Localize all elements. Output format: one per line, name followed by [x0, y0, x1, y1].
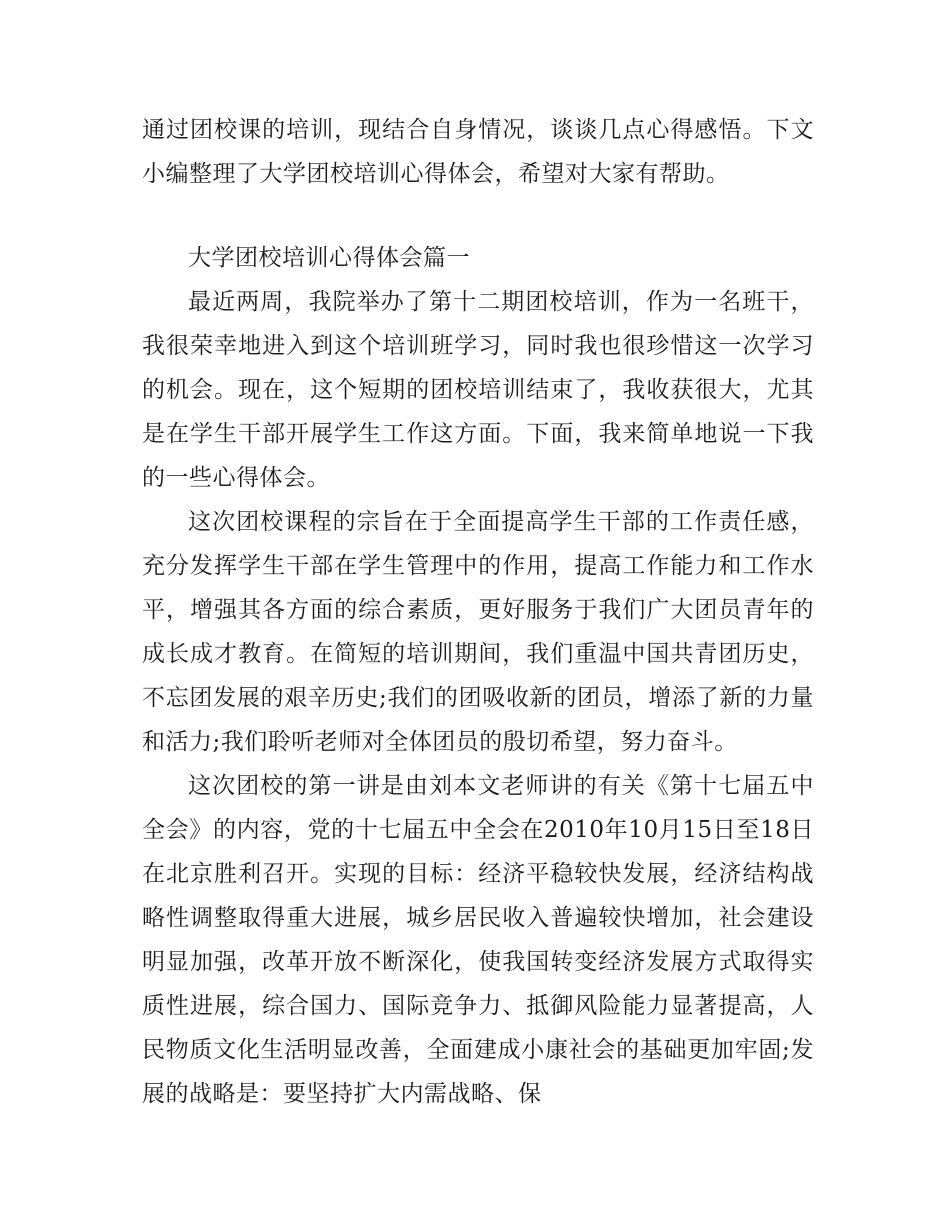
body-paragraph-3: 这次团校的第一讲是由刘本文老师讲的有关《第十七届五中全会》的内容，党的十七届五中全会在2010年10月15日至18日在北京胜利召开。实现的目标：经济平稳较快发展，经济结构战略性调整取得重大进展，城乡居民收入普遍较快增加，社会建设明显加强，改革开放不断深化，使我国转变经济发展方式取得实质性进展，综合国力、国际竞争力、抵御风险能力显著提高，人民物质文化生活明显改善，全面建成小康社会的基础更加牢固;发展的战略是：要坚持扩大内需战略、保 — [142, 773, 814, 1107]
body-paragraph-2: 这次团校课程的宗旨在于全面提高学生干部的工作责任感，充分发挥学生干部在学生管理中的作用，提高工作能力和工作水平，增强其各方面的综合素质，更好服务于我们广大团员青年的成长成才教育。在简短的培训期间，我们重温中国共青团历史，不忘团发展的艰辛历史;我们的团吸收新的团员，增添了新的力量和活力;我们聆听老师对全体团员的殷切希望，努力奋斗。 — [142, 509, 814, 755]
body-paragraph-1: 最近两周，我院举办了第十二期团校培训，作为一名班干，我很荣幸地进入到这个培训班学习，同时我也很珍惜这一次学习的机会。现在，这个短期的团校培训结束了，我收获很大，尤其是在学生干部开展学生工作这方面。下面，我来简单地说一下我的一些心得体会。 — [142, 289, 814, 491]
paragraph-gap — [142, 196, 814, 236]
document-body — [142, 108, 814, 1116]
section-title: 大学团校培训心得体会篇一 — [188, 245, 470, 271]
intro-paragraph: 通过团校课的培训，现结合自身情况，谈谈几点心得感悟。下文小编整理了大学团校培训心得体会，希望对大家有帮助。 — [142, 117, 814, 187]
